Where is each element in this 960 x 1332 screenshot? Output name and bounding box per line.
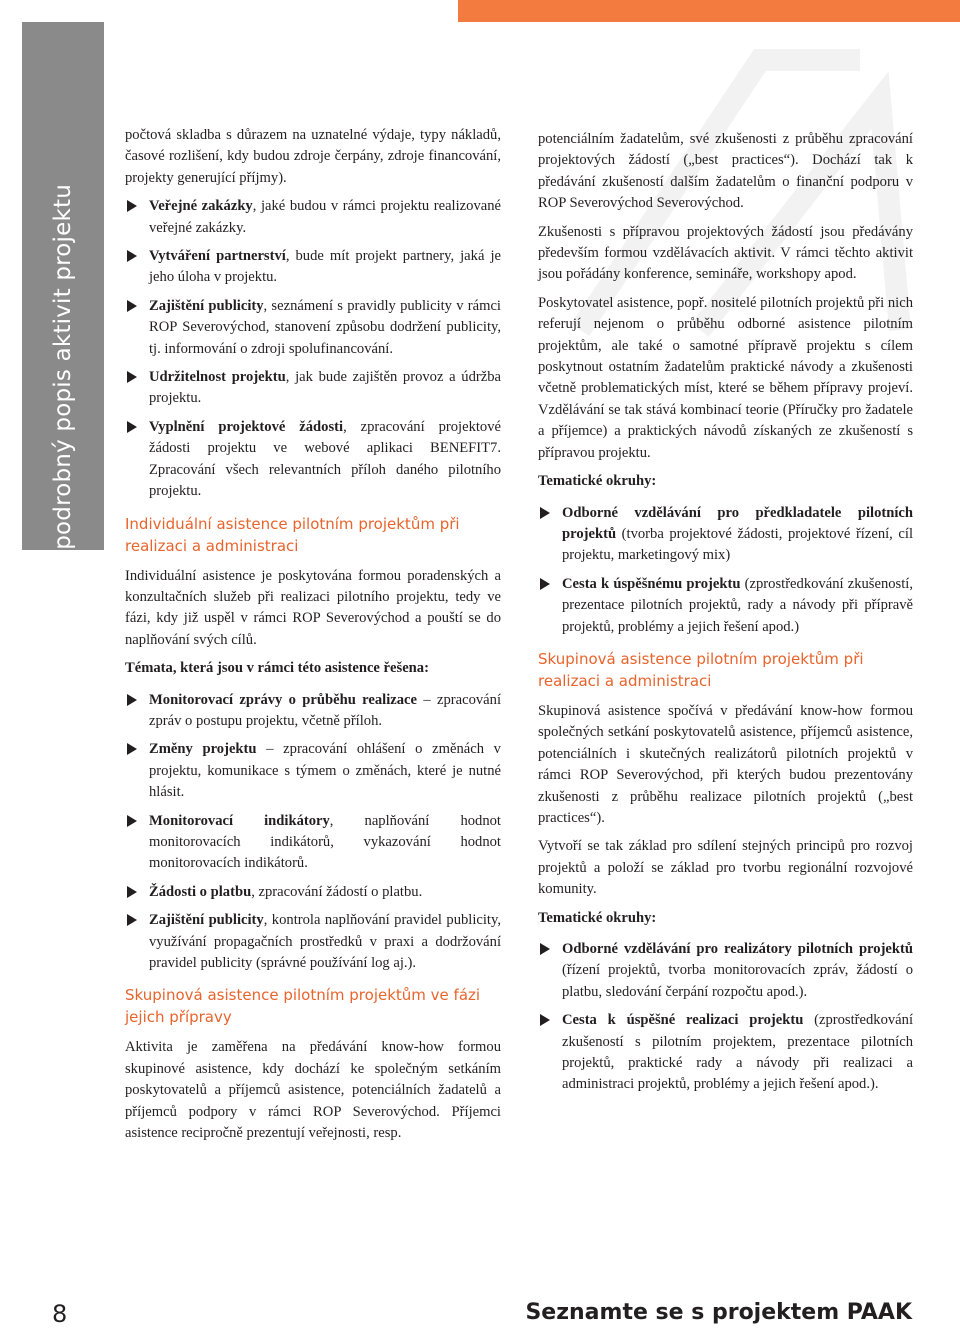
bullet-term: Odborné vzdělávání pro předkladatele pilotních projektů — [562, 504, 913, 542]
bullet-description: , jaké budou v rámci projektu realizované veřejné zakázky. — [149, 198, 501, 236]
triangle-bullet-icon — [127, 200, 137, 212]
sidebar-title: podrobný popis aktivit projektu — [50, 184, 76, 550]
topics1-bullets — [538, 503, 913, 638]
triangle-bullet-icon — [127, 371, 137, 383]
topics-bullets — [125, 690, 501, 975]
right-paragraph-3: Poskytovatel asistence, popř. nositelé pilotních projektů při nich referují nejenom o průběhu odborné asistence pilotním projektům, ale také o samotné přípravě projektu s cílem poskytnout ostatním žadatelům praktické návody a zkušenosti včetně problematických míst, které se během přípravy projeví. Vzdělávání se tak stává kombinací teorie (Příručky pro žadatele a příjemce) a praktických návodů získaných ze zkušeností s přípravou projektu. — [538, 294, 913, 461]
triangle-bullet-icon — [540, 943, 550, 955]
bullet-term: Vytváření partnerství — [149, 248, 286, 265]
bullet-item — [538, 574, 913, 638]
bullet-description: , bude mít projekt partnery, jaká je jeho úloha v projektu. — [149, 248, 501, 286]
bullet-item — [125, 739, 501, 803]
triangle-bullet-icon — [127, 914, 137, 926]
bullet-description: – zpracování ohlášení o změnách v projektu, komunikace s týmem o změnách, které je nutné hlásit. — [149, 741, 501, 801]
bullet-item — [125, 246, 501, 289]
triangle-bullet-icon — [127, 743, 137, 755]
triangle-bullet-icon — [127, 694, 137, 706]
right-paragraph-5: Vytvoří se tak základ pro sdílení stejných principů pro rozvoj projektů a položí se základ pro tvorbu regionální rozvojové komunity. — [538, 838, 913, 898]
section-individual-text: Individuální asistence je poskytována formou poradenských a konzultačních služeb při realizaci pilotního projektu, tedy ve fázi, kdy již uspěl v rámci ROP Severovýchod a pouští se do naplňování svých cílů. — [125, 567, 501, 648]
triangle-bullet-icon — [127, 300, 137, 312]
bullet-item — [125, 910, 501, 974]
right-column — [538, 129, 913, 1103]
page-number: 8 — [52, 1300, 68, 1328]
bullet-term: Zajištění publicity — [149, 297, 264, 314]
bullet-description: (řízení projektů, tvorba monitorovacích zpráv, žádostí o platbu, sledování čerpání rozpočtu apod.). — [562, 962, 913, 1000]
triangle-bullet-icon — [540, 578, 550, 590]
bullet-item — [125, 690, 501, 733]
footer-title: Seznamte se s projektem PAAK — [525, 1300, 912, 1325]
top-bullets — [125, 196, 501, 502]
left-column — [125, 125, 501, 1144]
bullet-item — [538, 939, 913, 1003]
topics2-heading: Tematické okruhy: — [538, 909, 657, 926]
bullet-item — [125, 417, 501, 503]
bullet-term: Monitorovací zprávy o průběhu realizace — [149, 691, 418, 708]
topics1-heading: Tematické okruhy: — [538, 473, 657, 490]
right-paragraph-1: potenciálním žadatelům, své zkušenosti z průběhu zpracování projektových žádostí („best practices“). Dochází tak k předávání zkušeností dalším žadatelům o finanční podporu v ROP Severovýchod Severovýchod. — [538, 131, 913, 212]
bullet-term: Monitorovací indikátory — [149, 812, 330, 829]
bullet-term: Zajištění publicity — [149, 912, 264, 929]
bullet-description: , zpracování žádostí o platbu. — [251, 883, 423, 900]
right-paragraph-2: Zkušenosti s přípravou projektových žádostí jsou předávány především formou vzdělávacích aktivit. V rámci těchto aktivit jsou pořádány konference, semináře, workshopy apod. — [538, 223, 913, 283]
topics2-bullets — [538, 939, 913, 1096]
bullet-description: – zpracování zpráv o postupu projektu, včetně příloh. — [149, 691, 501, 729]
bullet-term: Cesta k úspěšné realizaci projektu — [562, 1012, 804, 1029]
bullet-description: , seznámení s pravidly publicity v rámci ROP Severovýchod, stanovení způsobu dodržení publicity, tj. informování o zdroji spolufinancování. — [149, 297, 501, 357]
bullet-item — [125, 196, 501, 239]
bullet-description: , kontrola naplňování pravidel publicity, využívání propagačních prostředků v praxi a dodržování pravidel publicity (správné používání log aj.). — [149, 912, 501, 971]
bullet-term: Udržitelnost projektu — [149, 369, 286, 386]
bullet-term: Žádosti o platbu — [149, 883, 252, 900]
bullet-description: , naplňování hodnot monitorovacích indikátorů, vykazování hodnot monitorovacích indikátorů. — [149, 812, 501, 872]
bullet-item — [538, 503, 913, 567]
intro-paragraph: počtová skladba s důrazem na uznatelné výdaje, typy nákladů, časové rozlišení, kdy budou zdroje čerpány, zdroje financování, projekty generující příjmy). — [125, 127, 501, 186]
bullet-term: Změny projektu — [149, 741, 257, 758]
bullet-description: (tvorba projektové žádosti, projektové řízení, cíl projektu, marketingový mix) — [562, 525, 913, 564]
triangle-bullet-icon — [127, 815, 137, 827]
topics-heading: Témata, která jsou v rámci této asistence řešena: — [125, 660, 429, 677]
bullet-description: (zprostředkování zkušeností s pilotním projektem, prezentace pilotních projektů, praktické rady a návody při realizaci a administraci projektů, problémy a jejich řešení apod.). — [562, 1012, 913, 1093]
bullet-item — [125, 296, 501, 360]
bullet-item — [538, 1010, 913, 1096]
section-heading-group-prep: Skupinová asistence pilotním projektům ve fázi jejich přípravy — [125, 986, 481, 1027]
triangle-bullet-icon — [127, 250, 137, 262]
top-accent-bar — [458, 0, 960, 22]
bullet-item — [125, 882, 501, 903]
section-heading-group-realization: Skupinová asistence pilotním projektům při realizaci a administraci — [538, 649, 864, 690]
sidebar-title-wrap — [22, 22, 104, 550]
section-group-prep-text: Aktivita je zaměřena na předávání know-how formou skupinové asistence, kdy dochází ke společným setkáním poskytovatelů a příjemců asistence, potenciálních žadatelů a příjemců podpory v rámci ROP Severovýchod. Příjemci asistence recipročně prezentují veřejnosti, resp. — [125, 1039, 501, 1142]
triangle-bullet-icon — [127, 421, 137, 433]
bullet-item — [125, 367, 501, 410]
bullet-term: Vyplnění projektové žádosti — [149, 418, 344, 435]
bullet-description: , zpracování projektové žádosti projektu ve webové aplikaci BENEFIT7. Zpracování všech relevantních příloh daného pilotního projektu. — [149, 418, 501, 500]
section-heading-individual: Individuální asistence pilotním projektům při realizaci a administraci — [125, 514, 460, 555]
bullet-description: (zprostředkování zkušeností, prezentace pilotních projektů, rady a návody při přípravě projektů, problémy a jejich řešení apod.) — [562, 575, 913, 635]
right-paragraph-4: Skupinová asistence spočívá v předávání know-how formou společných setkání poskytovatelů asistence, příjemců asistence, potenciálních i skutečných realizátorů pilotních projektů v rámci ROP Severovýchod, při kterých budou prezentovány zkušenosti z průběhu realizace pilotních projektů („best practices“). — [538, 702, 913, 826]
triangle-bullet-icon — [540, 1014, 550, 1026]
bullet-description: , jak bude zajištěn provoz a údržba projektu. — [149, 369, 502, 407]
bullet-item — [125, 811, 501, 875]
bullet-term: Cesta k úspěšnému projektu — [562, 575, 741, 592]
bullet-term: Veřejné zakázky — [149, 198, 253, 215]
triangle-bullet-icon — [127, 886, 137, 898]
triangle-bullet-icon — [540, 507, 550, 519]
bullet-term: Odborné vzdělávání pro realizátory pilotních projektů — [562, 941, 913, 957]
